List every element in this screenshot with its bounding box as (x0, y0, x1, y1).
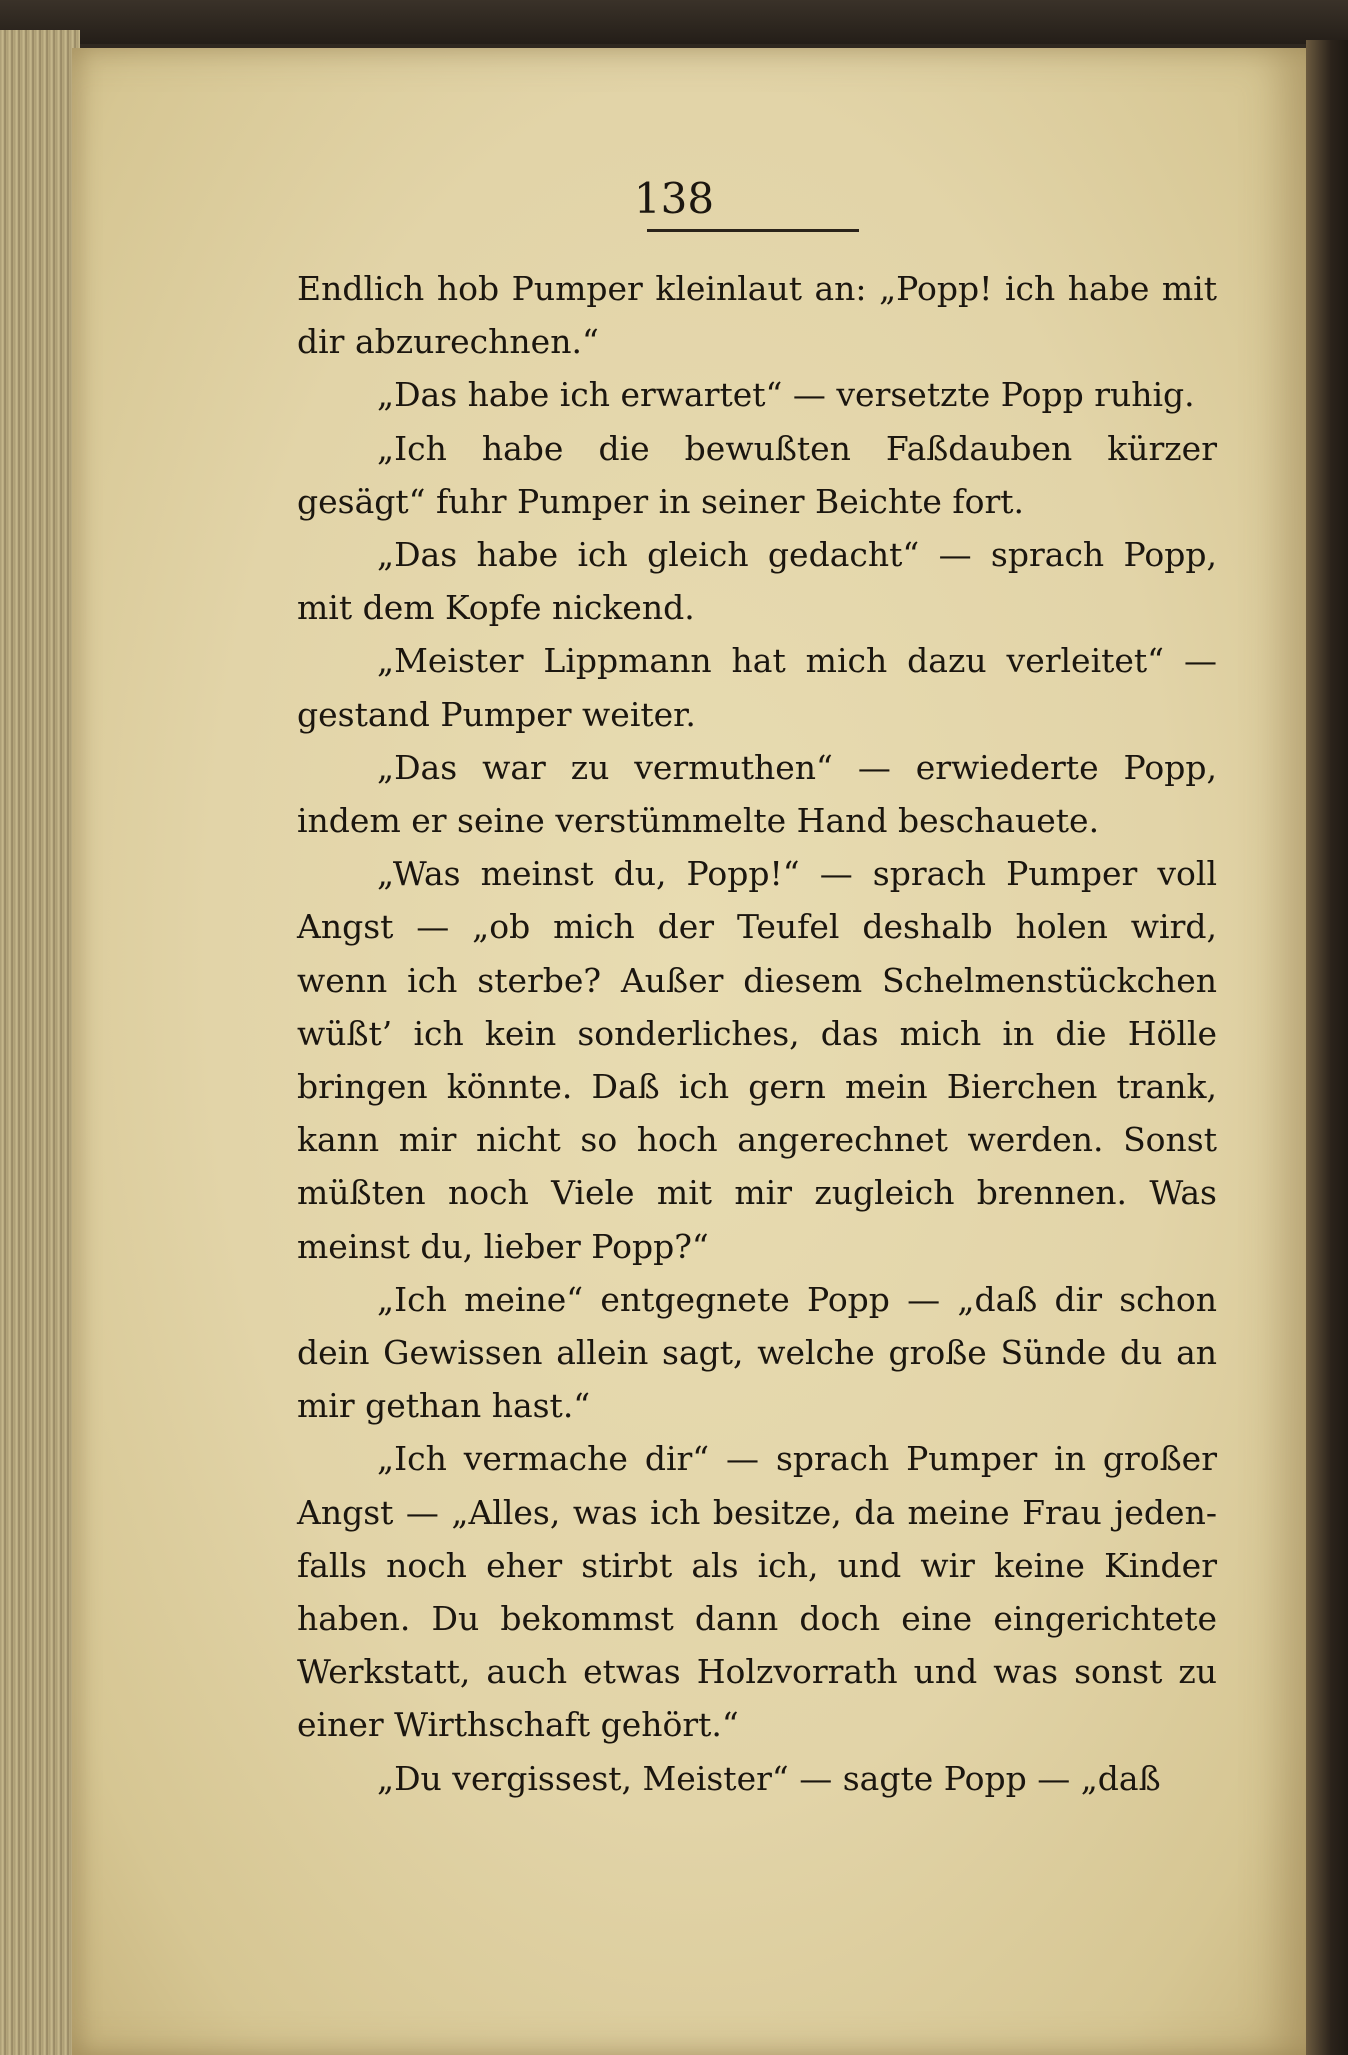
page-edges (0, 30, 80, 2055)
paragraph: „Meister Lippmann hat mich dazu verleitet“ — gestand Pumper weiter. (297, 641, 1217, 734)
header-rule (647, 229, 859, 232)
paragraph: „Das war zu vermuthen“ — erwiederte Popp, indem er seine verstümmelte Hand beschauete. (297, 747, 1217, 841)
paragraph: „Du vergissest, Meister“ — sagte Popp — „daß (377, 1758, 1161, 1798)
book-cover-right (1306, 40, 1348, 2055)
paragraph: Endlich hob Pumper kleinlaut an: „Popp! ich habe mit dir abzurechnen.“ (297, 269, 1217, 362)
page-number: 138 (633, 174, 715, 223)
paragraph: „Das habe ich erwartet“ — versetzte Popp ruhig. (377, 375, 1195, 415)
paragraph: „Ich meine“ entgegnete Popp — „daß dir schon dein Gewissen allein sagt, welche große Sünde du an mir gethan hast.“ (297, 1279, 1217, 1426)
paragraph: „Ich habe die bewußten Faßdauben kürzer gesägt“ fuhr Pumper in seiner Beichte fort. (297, 428, 1217, 521)
book-cover-top (0, 0, 1348, 44)
paragraph: „Ich vermache dir“ — sprach Pumper in großer Angst — „Alles, was ich besitze, da meine Frau jedenfalls noch eher stirbt als ich, und wir keine Kinder haben. Du bekommst dann doch eine eingerichtete Werkstatt, auch etwas Holzvorrath und was sonst zu einer Wirthschaft gehört.“ (297, 1439, 1217, 1745)
paragraph: „Was meinst du, Popp!“ — sprach Pumper voll Angst — „ob mich der Teufel deshalb holen wird, wenn ich sterbe? Außer diesem Schelmenstückchen wüßt’ ich kein sonderliches, das mich in die Hölle bringen könnte. Daß ich gern mein Bierchen trank, kann mir nicht so hoch angerechnet werden. Sonst müßten noch Viele mit mir zugleich brennen. Was meinst du, lieber Popp?“ (297, 854, 1217, 1266)
body-text (297, 262, 1217, 1805)
paragraph: „Das habe ich gleich gedacht“ — sprach Popp, mit dem Kopfe nickend. (297, 535, 1217, 628)
